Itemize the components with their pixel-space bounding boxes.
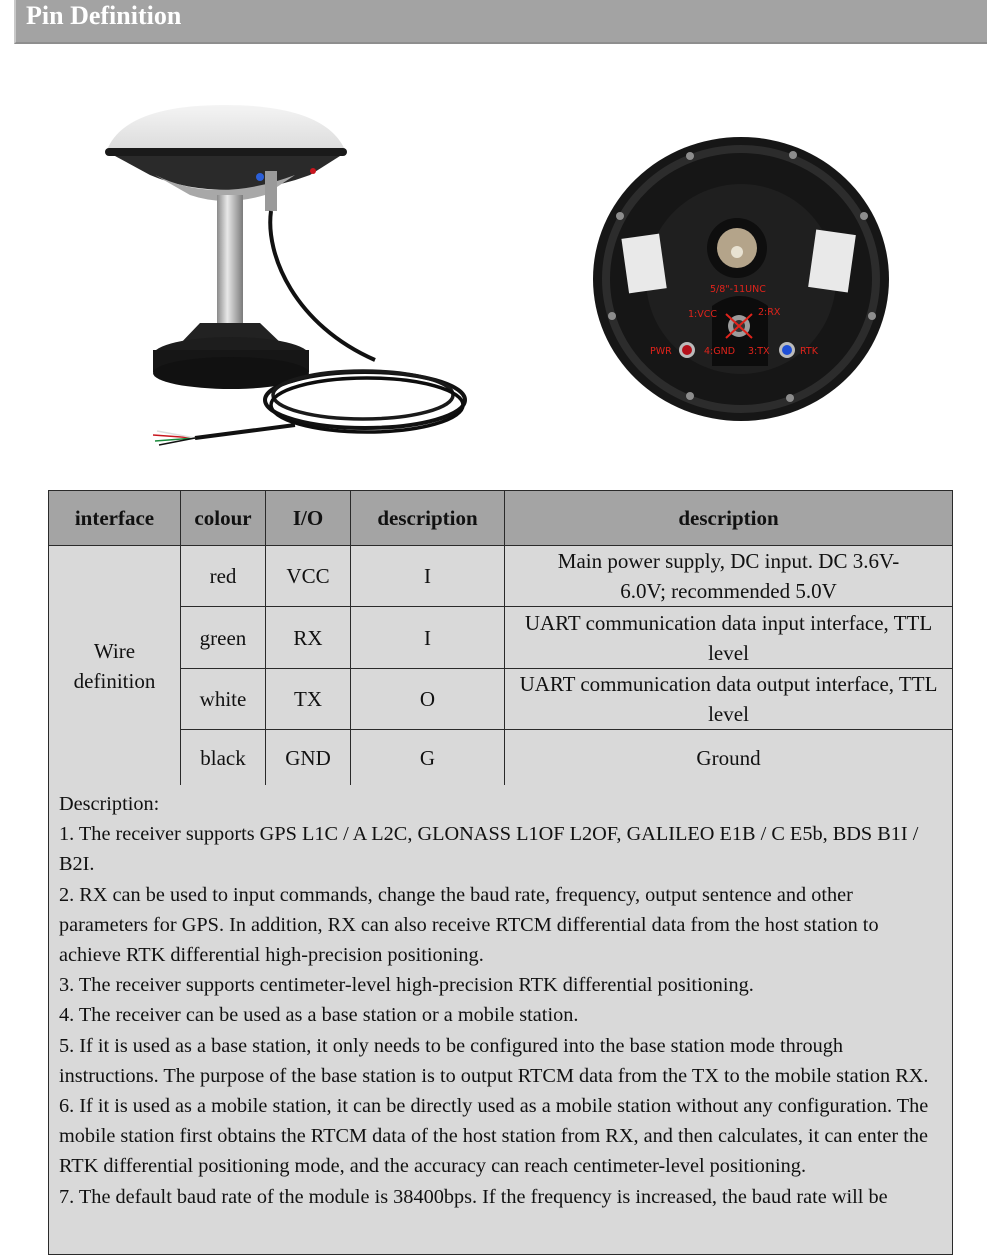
table-row bbox=[49, 546, 953, 607]
table-row bbox=[49, 669, 953, 730]
pin-definition-table bbox=[48, 490, 953, 786]
group-label-cell: Wire definition bbox=[49, 546, 181, 786]
description-item: 6. If it is used as a mobile station, it can be directly used as a mobile station without any configuration. The mobile station first obtains the RTCM data of the host station from RX, and then calculates, it can enter the RTK differential positioning mode, and the accuracy can reach centimeter-level positioning. bbox=[59, 1095, 929, 1178]
description-cell: UART communication data output interface, TTL level bbox=[505, 669, 953, 730]
description-cell: Ground bbox=[505, 730, 953, 786]
section-header bbox=[14, 0, 987, 44]
signal-cell: VCC bbox=[266, 546, 351, 607]
io-cell: G bbox=[351, 730, 505, 786]
header-description-long: description bbox=[505, 491, 953, 546]
io-cell: I bbox=[351, 607, 505, 669]
table-row bbox=[49, 730, 953, 786]
description-title: Description: bbox=[59, 793, 160, 815]
io-cell: O bbox=[351, 669, 505, 730]
pwr-led-label: PWR bbox=[650, 346, 672, 357]
header-io: I/O bbox=[266, 491, 351, 546]
pin1-label: 1:VCC bbox=[688, 309, 718, 320]
description-cell: UART communication data input interface, TTL level bbox=[505, 607, 953, 669]
antenna-side-photo bbox=[95, 95, 485, 450]
pin2-label: 2:RX bbox=[758, 307, 781, 318]
colour-cell: green bbox=[181, 607, 266, 669]
colour-cell: black bbox=[181, 730, 266, 786]
description-item: 5. If it is used as a base station, it only needs to be configured into the base station mode through instructions. The purpose of the base station is to output RTCM data from the TX to the mobile station RX. bbox=[59, 1034, 929, 1087]
pin3-label: 3:TX bbox=[748, 346, 770, 357]
mount-label: 5/8"-11UNC bbox=[710, 284, 766, 295]
io-cell: I bbox=[351, 546, 505, 607]
description-item: 7. The default baud rate of the module is 38400bps. If the frequency is increased, the baud rate will be bbox=[59, 1185, 888, 1208]
header-colour: colour bbox=[181, 491, 266, 546]
description-cell: Main power supply, DC input. DC 3.6V-6.0V; recommended 5.0V bbox=[505, 546, 953, 607]
page-title: Pin Definition bbox=[26, 1, 182, 30]
description-item: 4. The receiver can be used as a base station or a mobile station. bbox=[59, 1004, 579, 1027]
table-header-row bbox=[49, 491, 953, 546]
description-item: 2. RX can be used to input commands, change the baud rate, frequency, output sentence and other parameters for GPS. In addition, RX can also receive RTCM differential data from the host station to achieve RTK differential high-precision positioning. bbox=[59, 883, 879, 967]
rtk-led-label: RTK bbox=[800, 346, 818, 357]
header-description-short: description bbox=[351, 491, 505, 546]
signal-cell: RX bbox=[266, 607, 351, 669]
signal-cell: TX bbox=[266, 669, 351, 730]
description-item: 1. The receiver supports GPS L1C / A L2C, GLONASS L1OF L2OF, GALILEO E1B / C E5b, BDS B1I / B2I. bbox=[59, 823, 919, 876]
description-item: 3. The receiver supports centimeter-level high-precision RTK differential positioning. bbox=[59, 974, 754, 997]
signal-cell: GND bbox=[266, 730, 351, 786]
colour-cell: red bbox=[181, 546, 266, 607]
header-interface: interface bbox=[49, 491, 181, 546]
antenna-bottom-photo bbox=[590, 136, 892, 426]
table-row bbox=[49, 607, 953, 669]
pin4-label: 4:GND bbox=[704, 346, 736, 357]
description-box bbox=[48, 785, 953, 1255]
colour-cell: white bbox=[181, 669, 266, 730]
